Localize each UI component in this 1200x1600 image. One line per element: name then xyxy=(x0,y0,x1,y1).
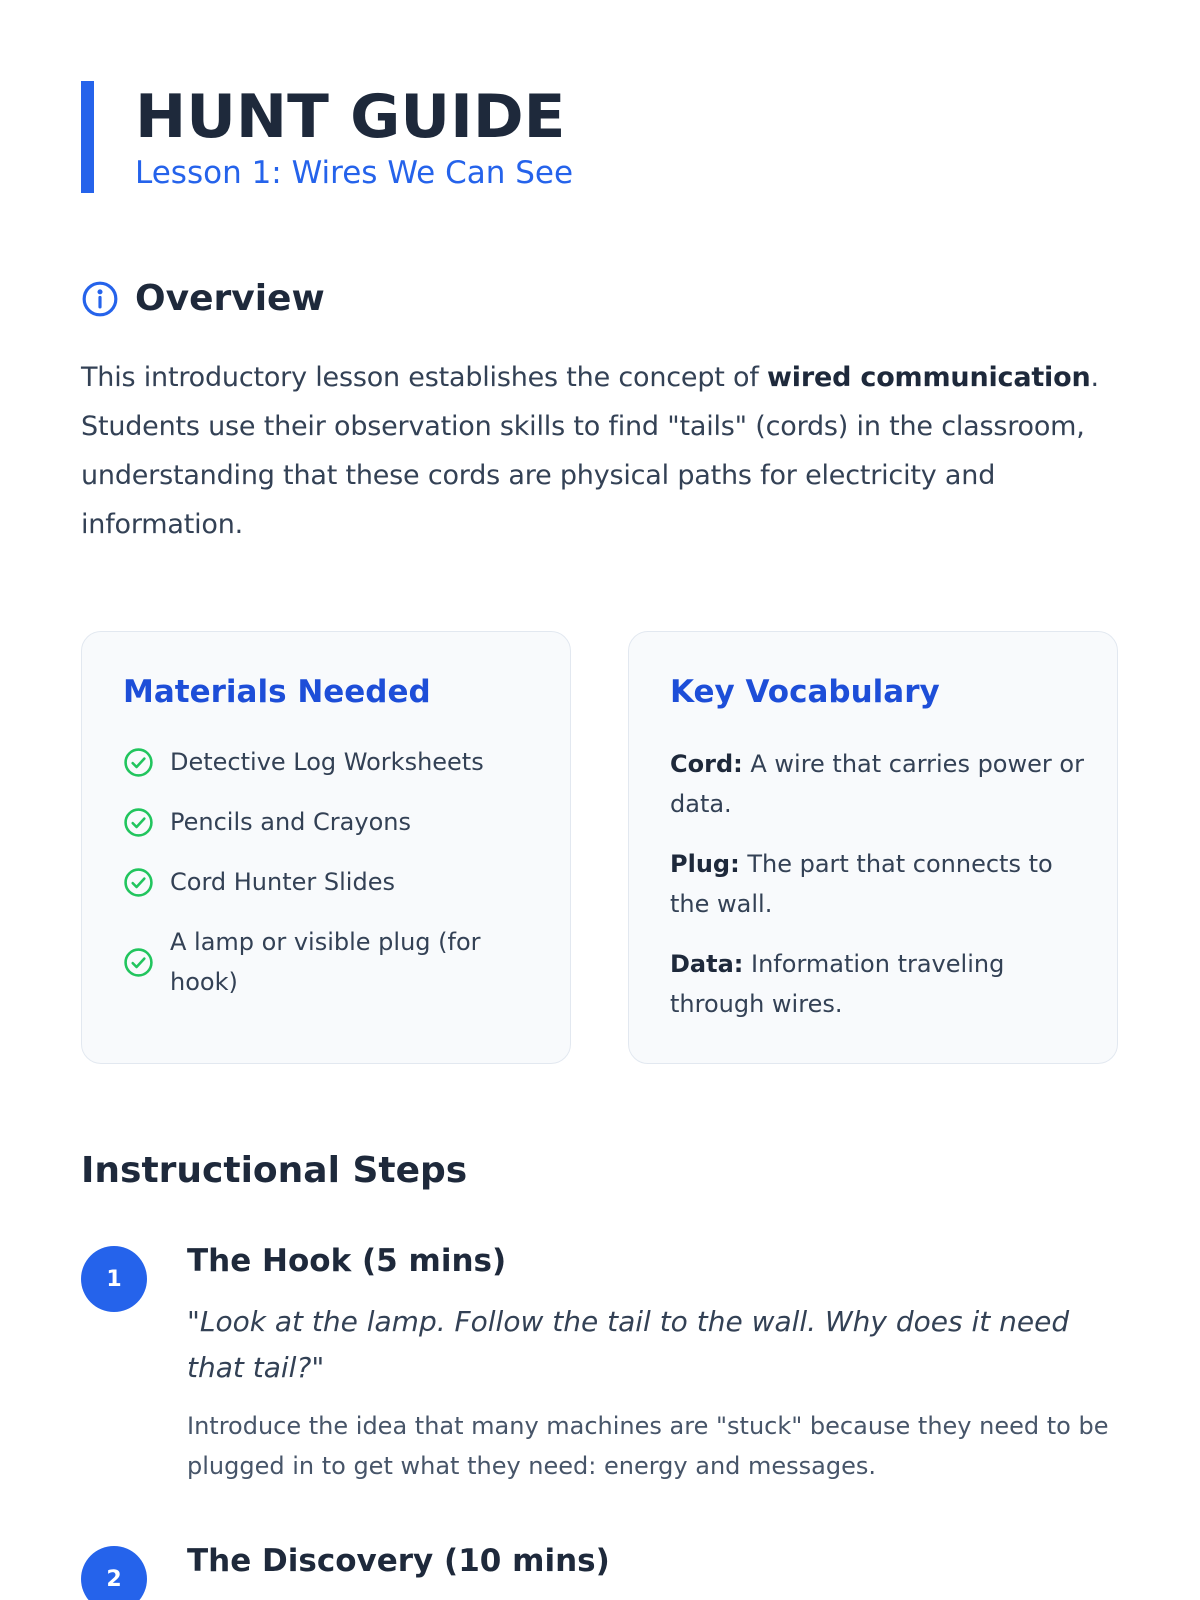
materials-item-label: Pencils and Crayons xyxy=(170,808,411,836)
vocabulary-list xyxy=(670,744,1090,1044)
vocabulary-card xyxy=(628,631,1118,1064)
vocabulary-definition: The part that connects to the wall. xyxy=(670,850,1053,918)
vocabulary-item xyxy=(670,944,1090,1024)
check-circle-icon xyxy=(123,867,154,898)
check-circle-icon xyxy=(123,947,154,978)
materials-item xyxy=(123,862,543,902)
step-quote: "Look at the lamp. Follow the tail to the wall. Why does it need that tail?" xyxy=(187,1305,1070,1384)
check-circle-icon xyxy=(123,807,154,838)
overview-paragraph xyxy=(81,353,1131,549)
vocabulary-term: Data: xyxy=(670,950,744,978)
check-circle-icon xyxy=(123,747,154,778)
materials-title: Materials Needed xyxy=(123,674,431,710)
vocabulary-definition: Information traveling through wires. xyxy=(670,950,1005,1018)
materials-item xyxy=(123,922,543,1002)
vocabulary-title: Key Vocabulary xyxy=(670,674,940,710)
materials-item xyxy=(123,802,543,842)
overview-title: Overview xyxy=(135,278,325,319)
materials-list xyxy=(123,742,543,1022)
step-description: Introduce the idea that many machines are "stuck" because they need to be plugged in to get what they need: energy and messages. xyxy=(187,1412,1109,1480)
overview-text-emphasis: wired communication xyxy=(767,362,1091,393)
vocabulary-term: Plug: xyxy=(670,850,740,878)
overview-text-end: . Students use their observation skills to find "tails" (cords) in the classroom, understanding that these cords are physical paths for electricity and information. xyxy=(81,362,1099,540)
materials-item-label: Cord Hunter Slides xyxy=(170,868,395,896)
step-number-badge: 2 xyxy=(81,1546,147,1600)
materials-item-label: Detective Log Worksheets xyxy=(170,748,484,776)
step-title: The Discovery (10 mins) xyxy=(187,1543,610,1579)
page-header xyxy=(81,81,573,193)
vocabulary-item xyxy=(670,844,1090,924)
overview-heading xyxy=(81,280,325,318)
info-circle-icon xyxy=(81,280,119,318)
vocabulary-definition: A wire that carries power or data. xyxy=(670,750,1084,818)
step-title: The Hook (5 mins) xyxy=(187,1243,507,1279)
steps-heading: Instructional Steps xyxy=(81,1150,468,1191)
vocabulary-term: Cord: xyxy=(670,750,743,778)
materials-item-label: A lamp or visible plug (for hook) xyxy=(170,928,481,996)
materials-card xyxy=(81,631,571,1064)
materials-item xyxy=(123,742,543,782)
page-title: HUNT GUIDE xyxy=(135,82,566,152)
vocabulary-item xyxy=(670,744,1090,824)
overview-text-start: This introductory lesson establishes the concept of xyxy=(81,362,768,393)
lesson-subtitle: Lesson 1: Wires We Can See xyxy=(135,155,574,191)
step-number-badge: 1 xyxy=(81,1246,147,1312)
